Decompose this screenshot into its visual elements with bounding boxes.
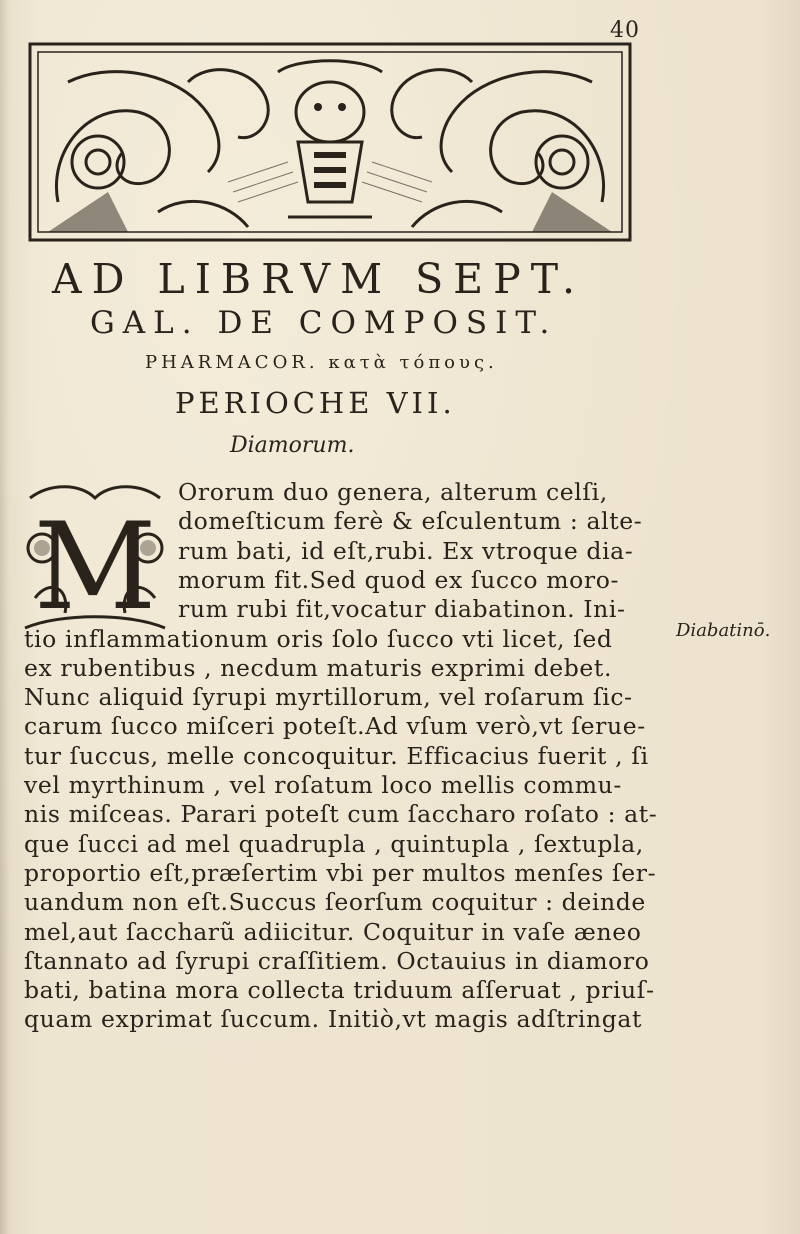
text-line: morum fit.Sed quod ex ſucco moro- xyxy=(178,565,619,594)
text-line: bati, batina mora collecta triduum aſſeruat , priuſ- xyxy=(24,976,655,1005)
text-line: Nunc aliquid ſyrupi myrtillorum, vel roſarum ſic- xyxy=(24,683,633,712)
text-line: tur ſuccus, melle concoquitur. Efficacius fuerit , ſi xyxy=(24,741,649,770)
text-line: carum ſucco miſceri poteſt.Ad vſum verò,vt ſerue- xyxy=(24,712,646,741)
text-line: quam exprimat ſuccum. Initiò,vt magis adſtringat xyxy=(24,1005,643,1034)
text-line: que ſucci ad mel quadrupla , quintupla , ſextupla, xyxy=(24,829,644,858)
text-line: rum rubi fit,vocatur diabatinon. Ini- xyxy=(178,595,626,624)
text-line: rum bati, id eſt,rubi. Ex vtroque dia- xyxy=(178,536,634,565)
running-title: AD LIBRVM SEPT. xyxy=(52,255,586,303)
page-number: 40 xyxy=(610,18,640,43)
section-title: PERIOCHE VII. xyxy=(175,386,456,420)
drop-cap-ornament-icon xyxy=(20,478,170,638)
drop-cap-letter: M xyxy=(33,498,157,637)
marginal-note: Diabatinō. xyxy=(676,620,771,641)
text-line: nis miſceas. Parari poteſt cum ſaccharo roſato : at- xyxy=(24,800,658,829)
text-line: domeſticum ferè & eſculentum : alte- xyxy=(178,507,643,536)
running-small-title: PHARMACOR. κατὰ τόπους. xyxy=(145,352,498,373)
text-line: uandum non eſt.Succus ſeorſum coquitur : deinde xyxy=(24,888,646,917)
text-line: vel myrthinum , vel roſatum loco mellis commu- xyxy=(24,771,622,799)
section-subject: Diamorum. xyxy=(230,433,355,458)
running-subtitle: GAL. DE COMPOSIT. xyxy=(90,305,558,341)
text-line: Ororum duo genera, alterum celſi, xyxy=(178,478,608,506)
headpiece-ornament-icon xyxy=(28,42,632,242)
text-line: proportio eſt,præſertim vbi per multos menſes ſer- xyxy=(24,858,657,887)
text-line: mel,aut ſaccharũ adiicitur. Coquitur in vaſe æneo xyxy=(24,917,642,946)
text-line: tio inflammationum oris ſolo ſucco vti licet, ſed xyxy=(24,624,613,653)
text-line: ſtannato ad ſyrupi craſſitiem. Octauius in diamoro xyxy=(24,946,650,975)
text-line: ex rubentibus , necdum maturis exprimi debet. xyxy=(24,653,613,682)
